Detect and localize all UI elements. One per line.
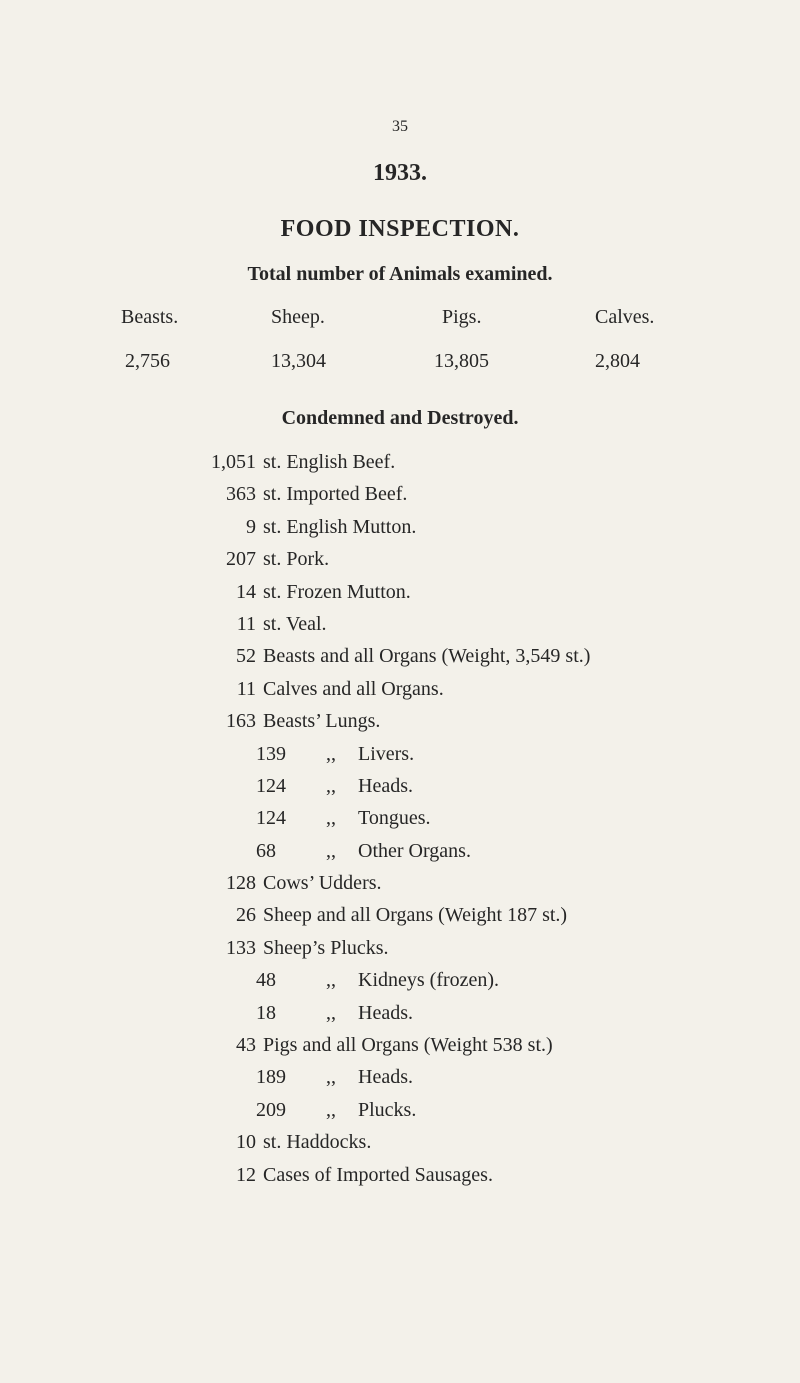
item-quantity: 11 — [236, 612, 256, 635]
item-quantity: 1,051 — [211, 451, 256, 473]
list-item — [200, 673, 800, 705]
item-quantity: 207 — [226, 548, 256, 571]
ditto-mark: ,, — [326, 839, 336, 862]
ditto-mark: ,, — [326, 969, 336, 992]
item-quantity: 363 — [226, 483, 256, 506]
column-header: Calves. — [595, 306, 655, 328]
item-description: Beasts’ Lungs. — [263, 710, 381, 733]
item-description: Cases of Imported Sausages. — [263, 1163, 493, 1186]
column-header: Sheep. — [271, 306, 325, 328]
item-description: Heads. — [358, 1001, 413, 1024]
item-description: Cows’ Udders. — [263, 872, 382, 895]
animals-subtitle: Total number of Animals examined. — [247, 263, 553, 285]
item-quantity: 11 — [236, 677, 256, 700]
ditto-mark: ,, — [326, 807, 336, 830]
item-description: Tongues. — [358, 807, 431, 830]
item-description: st. English Beef. — [263, 451, 396, 473]
list-item — [200, 932, 800, 964]
item-quantity: 9 — [246, 515, 256, 538]
item-description: Sheep’s Plucks. — [263, 936, 389, 959]
list-item — [200, 576, 800, 608]
list-item — [200, 867, 800, 899]
ditto-mark: ,, — [326, 1098, 336, 1121]
item-description: Livers. — [358, 742, 415, 765]
item-quantity: 124 — [256, 807, 286, 830]
item-quantity: 163 — [226, 710, 256, 733]
item-quantity: 133 — [226, 936, 256, 959]
column-header: Pigs. — [442, 306, 482, 328]
item-quantity: 68 — [256, 839, 276, 862]
list-item — [200, 1094, 800, 1126]
ditto-mark: ,, — [326, 1001, 336, 1024]
list-item — [200, 964, 800, 996]
page-number: 35 — [392, 118, 408, 135]
item-description: Heads. — [358, 1066, 413, 1089]
item-quantity: 189 — [256, 1066, 286, 1089]
list-item — [200, 802, 800, 834]
item-quantity: 18 — [256, 1001, 276, 1024]
item-quantity: 124 — [256, 774, 286, 797]
item-description: st. Pork. — [263, 548, 330, 571]
ditto-mark: ,, — [326, 742, 336, 765]
list-item — [200, 997, 800, 1029]
item-quantity: 12 — [236, 1163, 256, 1186]
list-item — [200, 899, 800, 931]
item-description: Pigs and all Organs (Weight 538 st.) — [263, 1034, 553, 1057]
item-quantity: 139 — [256, 742, 286, 765]
list-item — [200, 770, 800, 802]
list-item — [200, 543, 800, 575]
item-description: Kidneys (frozen). — [358, 969, 500, 992]
item-quantity: 209 — [256, 1098, 286, 1121]
item-quantity: 128 — [226, 872, 256, 895]
item-description: st. English Mutton. — [263, 515, 417, 538]
ditto-mark: ,, — [326, 1066, 336, 1089]
list-item — [200, 705, 800, 737]
item-description: Plucks. — [358, 1098, 417, 1121]
item-quantity: 48 — [256, 969, 276, 992]
item-description: Heads. — [358, 774, 413, 797]
item-description: st. Haddocks. — [263, 1131, 372, 1154]
item-quantity: 10 — [236, 1131, 256, 1154]
list-item — [200, 446, 800, 478]
item-quantity: 43 — [236, 1034, 256, 1057]
column-value: 13,805 — [434, 350, 489, 372]
list-item — [200, 1159, 800, 1191]
item-description: st. Frozen Mutton. — [263, 580, 411, 603]
animals-table — [0, 306, 800, 386]
item-description: Beasts and all Organs (Weight, 3,549 st.) — [263, 645, 591, 668]
item-quantity: 52 — [236, 645, 256, 668]
list-item — [200, 640, 800, 672]
condemned-heading: Condemned and Destroyed. — [281, 407, 519, 429]
column-value: 2,756 — [125, 350, 170, 372]
column-value: 13,304 — [271, 350, 326, 372]
list-item — [200, 608, 800, 640]
item-description: st. Imported Beef. — [263, 483, 408, 506]
list-item — [200, 835, 800, 867]
list-item — [200, 1126, 800, 1158]
item-description: Other Organs. — [358, 839, 471, 862]
item-description: st. Veal. — [263, 612, 327, 635]
list-item — [200, 1029, 800, 1061]
list-item — [200, 1061, 800, 1093]
column-header: Beasts. — [121, 306, 179, 328]
column-value: 2,804 — [595, 350, 640, 372]
item-description: Calves and all Organs. — [263, 677, 444, 700]
list-item — [200, 738, 800, 770]
item-quantity: 14 — [236, 580, 256, 603]
ditto-mark: ,, — [326, 774, 336, 797]
condemned-list — [200, 446, 800, 1191]
list-item — [200, 478, 800, 510]
item-description: Sheep and all Organs (Weight 187 st.) — [263, 904, 568, 927]
report-year: 1933. — [373, 160, 427, 186]
list-item — [200, 511, 800, 543]
item-quantity: 26 — [236, 904, 256, 927]
page-title: FOOD INSPECTION. — [280, 216, 520, 242]
